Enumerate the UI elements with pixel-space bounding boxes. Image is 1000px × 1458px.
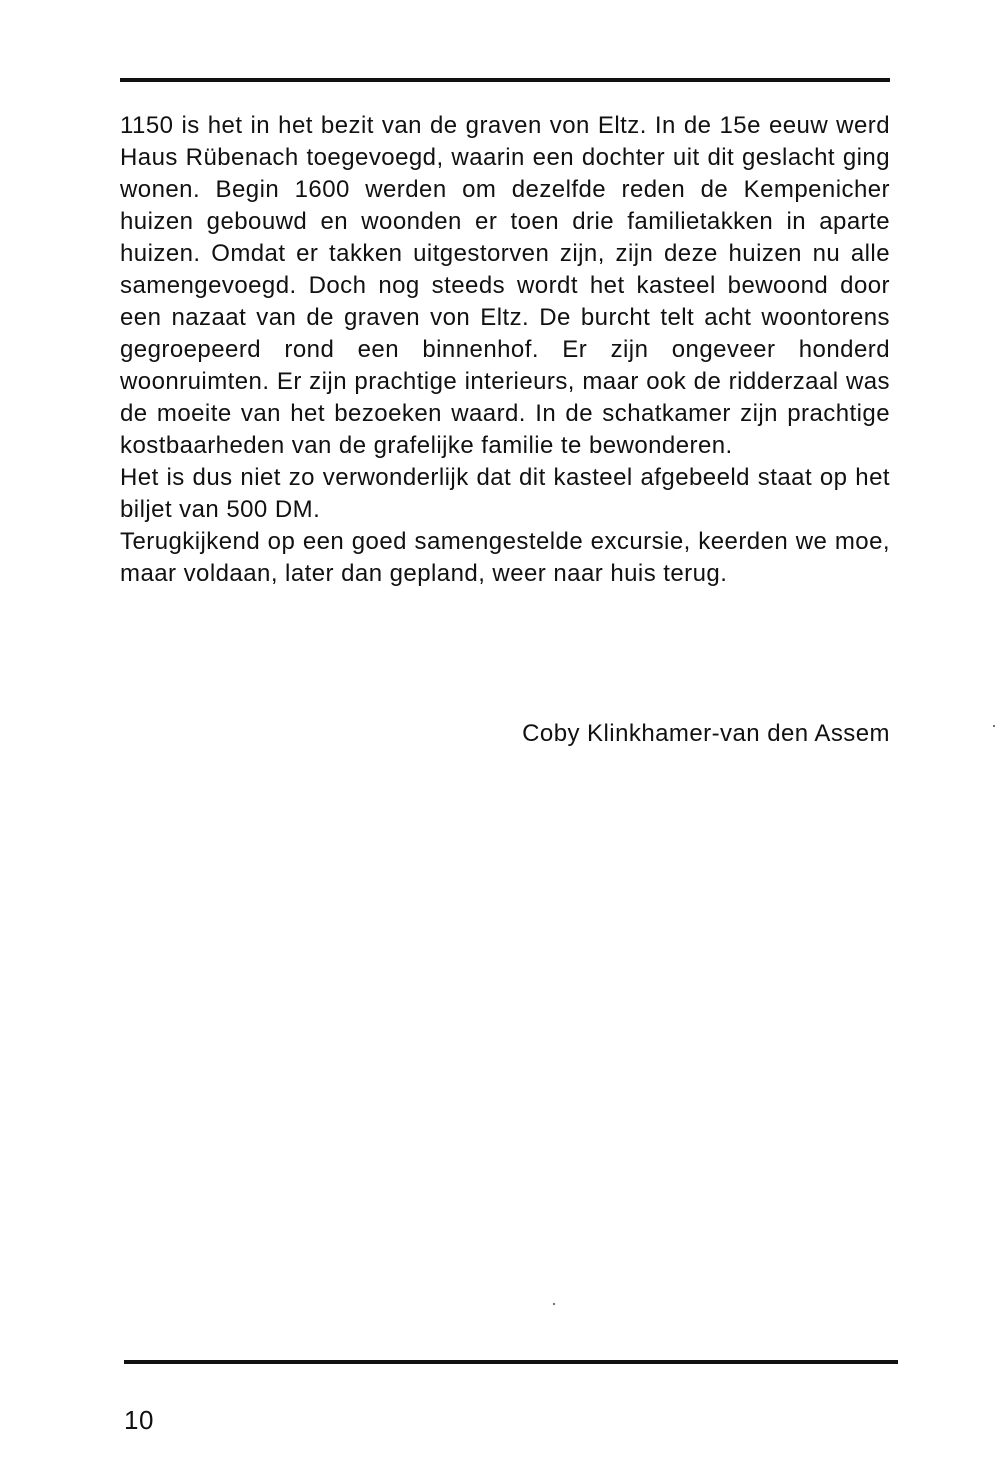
page-number: 10 xyxy=(124,1405,154,1435)
paragraph-banknote: Het is dus niet zo verwonderlijk dat dit kasteel afgebeeld staat op het biljet van 500 DM. xyxy=(120,464,890,523)
bottom-rule xyxy=(124,1360,898,1364)
paragraph-castle-history: 1150 is het in het bezit van de graven von Eltz. In de 15e eeuw werd Haus Rübenach toegevoegd, waarin een dochter uit dit geslacht ging wonen. Begin 1600 werden om dezelfde reden de Kempenicher huizen gebouwd en woonden er toen drie familietakken in aparte huizen. Omdat er takken uitgestorven zijn, zijn deze huizen nu alle samengevoegd. Doch nog steeds wordt het kasteel bewoond door een nazaat van de graven von Eltz. De burcht telt acht woontorens gegroepeerd rond een binnenhof. Er zijn ongeveer honderd woonruimten. Er zijn prachtige interieurs, maar ook de ridderzaal was de moeite van het bezoeken waard. In de schatkamer zijn prachtige kostbaarheden van de grafelijke familie te bewonderen. xyxy=(120,112,890,459)
scan-speck xyxy=(993,725,995,727)
top-rule xyxy=(120,78,890,82)
article-body xyxy=(120,110,890,590)
scan-speck xyxy=(553,1303,555,1305)
paragraph-return-home: Terugkijkend op een goed samengestelde excursie, keerden we moe, maar voldaan, later dan gepland, weer naar huis terug. xyxy=(120,528,890,587)
author-signature: Coby Klinkhamer-van den Assem xyxy=(522,720,890,747)
